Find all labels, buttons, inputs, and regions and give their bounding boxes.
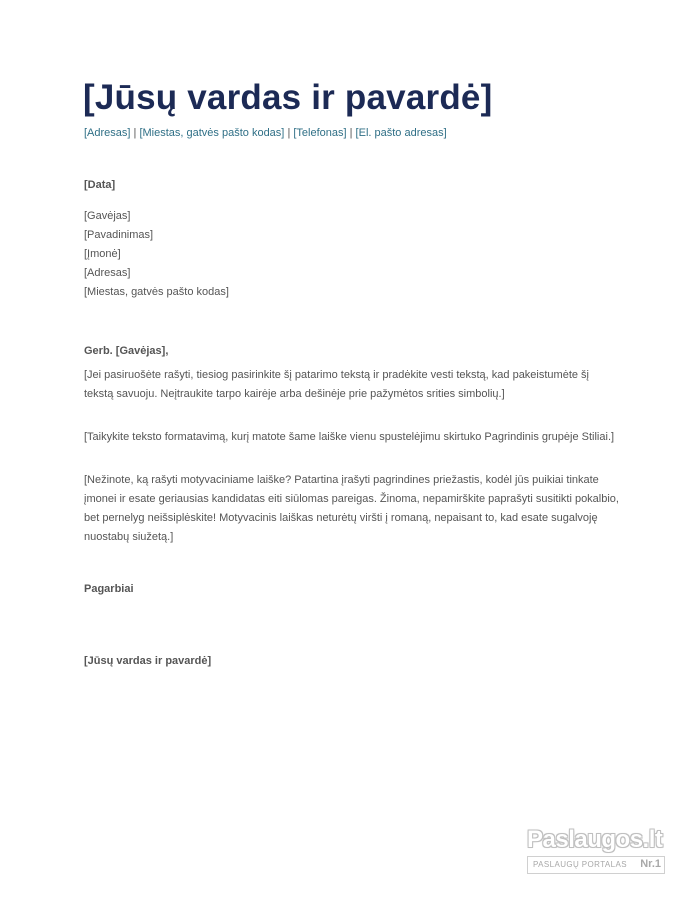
salutation: Gerb. [Gavėjas],	[84, 345, 169, 357]
watermark-badge: Nr.1	[640, 858, 661, 870]
recipient-name: [Gavėjas]	[84, 210, 131, 222]
sender-address: [Adresas]	[84, 127, 131, 139]
sender-phone: [Telefonas]	[293, 127, 347, 139]
sender-email: [El. pašto adresas]	[355, 127, 447, 139]
letter-date: [Data]	[84, 179, 116, 191]
sender-city: [Miestas, gatvės pašto kodas]	[139, 127, 285, 139]
separator: |	[133, 127, 137, 139]
recipient-address: [Adresas]	[84, 267, 131, 279]
recipient-title: [Pavadinimas]	[84, 229, 154, 241]
recipient-city: [Miestas, gatvės pašto kodas]	[84, 286, 229, 298]
separator: |	[287, 127, 291, 139]
recipient-block	[84, 207, 229, 302]
closing: Pagarbiai	[84, 583, 134, 595]
body-paragraph: [Nežinote, ką rašyti motyvaciniame laiške? Patartina įrašyti pagrindines priežastis, kodėl jūs puikiai tinkate įmonei ir esate geriausias kandidatas eiti siūlomas pareigas. Žinoma, nepamirškite paprašyti susitikti pokalbio, bet pernelyg neišsiplėskite! Motyvacinis laiškas neturėtų viršti į romaną, nepaisant to, kad esate sugalvoję nuostabų siužetą.]	[84, 474, 619, 543]
contact-info-line	[84, 127, 447, 139]
watermark-tag	[527, 856, 665, 874]
body-paragraph: [Taikykite teksto formatavimą, kurį matote šame laiške vienu spustelėjimu skirtuko Pagrindinis grupėje Stiliai.]	[84, 431, 615, 443]
body-paragraph: [Jei pasiruošėte rašyti, tiesiog pasirinkite šį patarimo tekstą ir pradėkite vesti tekstą, kad pakeistumėte šį tekstą savuoju. Neįtraukite tarpo kairėje arba dešinėje prie pažymėtos srities simbolių.]	[84, 369, 590, 400]
paslaugos-watermark	[527, 826, 667, 878]
watermark-tagline: PASLAUGŲ PORTALAS	[533, 860, 627, 869]
watermark-brand: Paslaugos.lt	[527, 826, 663, 853]
sender-name-title: [Jūsų vardas ir pavardė]	[83, 78, 493, 117]
separator: |	[349, 127, 353, 139]
signature-name: [Jūsų vardas ir pavardė]	[84, 655, 212, 667]
recipient-company: [Įmonė]	[84, 248, 121, 260]
